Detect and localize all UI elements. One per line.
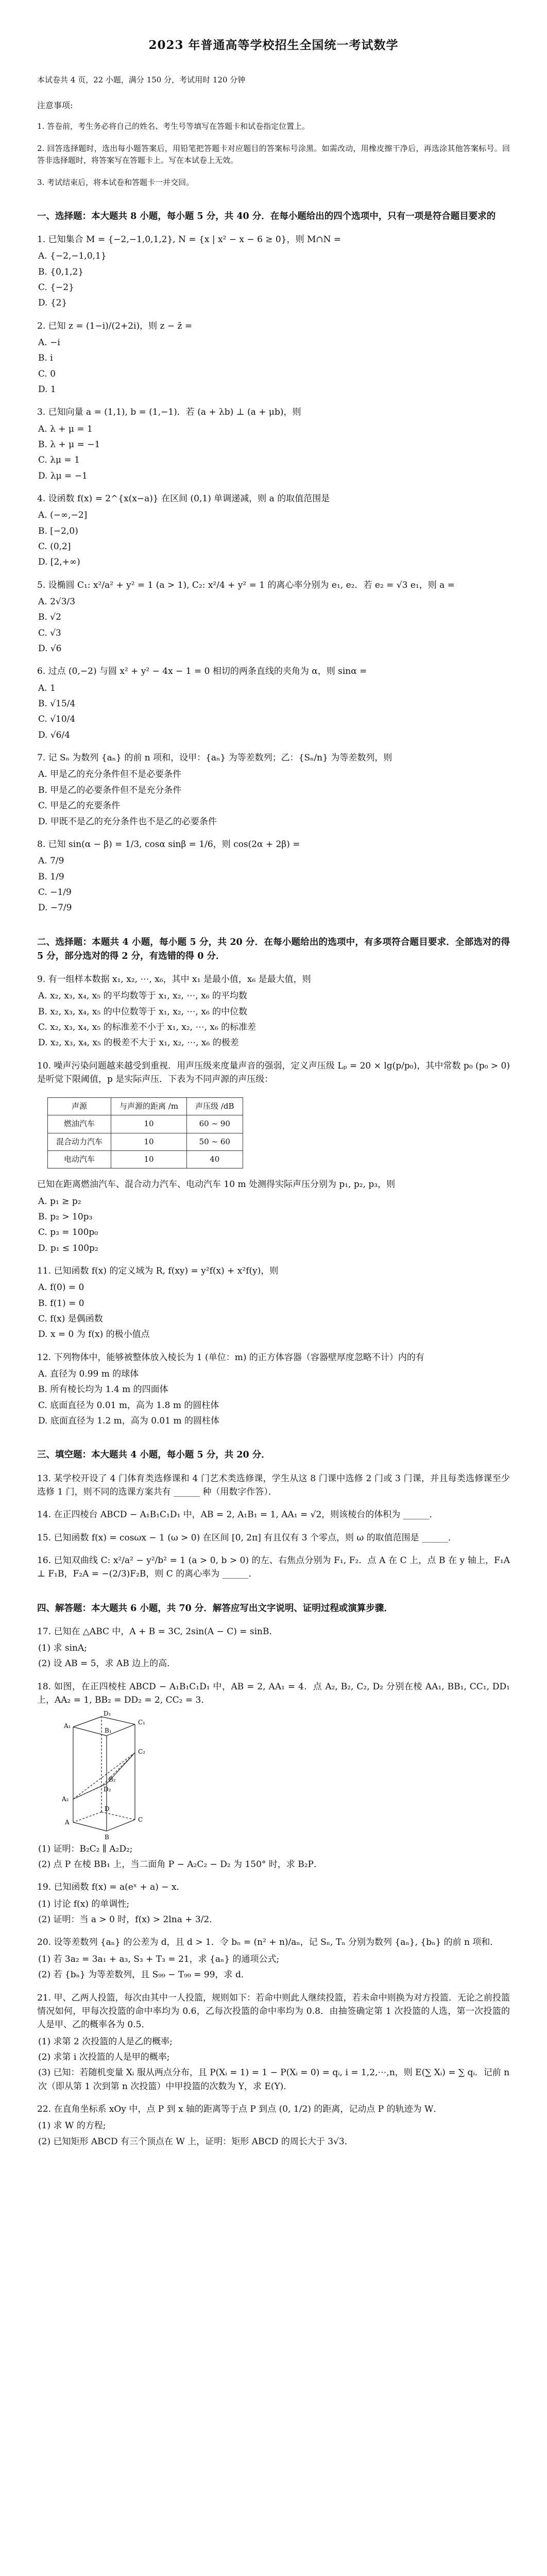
answer-option: B. 所有棱长均为 1.4 m 的四面体 (38, 1384, 168, 1395)
vertex-label: D (105, 1805, 110, 1813)
section-heading: 二、选择题：本题共 4 小题，每小题 5 分，共 20 分．在每小题给出的选项中，有多项符合题目要求．全部选对的得 5 分，部分选对的得 2 分，有选错的得 0 分． (37, 937, 510, 961)
answer-option: B. 1/9 (38, 871, 64, 882)
answer-option: D. 甲既不是乙的充分条件也不是乙的必要条件 (38, 816, 217, 827)
question-stem: 10. 噪声污染问题越来越受到重视．用声压级来度量声音的强弱，定义声压级 Lₚ = 20 × lg(p/p₀)，其中常数 p₀ (p₀ > 0) 是听觉下限阈值，p 是实际声压．下表为不同声源的声压级： (37, 1060, 510, 1084)
table-cell: 燃油汽车 (48, 1115, 111, 1133)
table-cell: 10 (111, 1133, 187, 1150)
answer-option: B. x₂, x₃, x₄, x₅ 的中位数等于 x₁, x₂, ⋯, x₆ 的中位数 (38, 1006, 248, 1017)
answer-option: D. x₂, x₃, x₄, x₅ 的极差不大于 x₁, x₂, ⋯, x₆ 的极差 (38, 1038, 239, 1048)
table-row (48, 1150, 243, 1168)
question-stem: 已知在距离燃油汽车、混合动力汽车、电动汽车 10 m 处测得实际声压分别为 p₁, p₂, p₃，则 (37, 1179, 396, 1190)
section-heading: 一、选择题：本大题共 8 小题，每小题 5 分，共 40 分．在每小题给出的四个选项中，只有一项是符合题目要求的 (37, 211, 496, 222)
question-stem: 2. 已知 z = (1−i)/(2+2i)，则 z − z̄ = (37, 320, 193, 331)
note-item: 3. 考试结束后，将本试卷和答题卡一并交回。 (37, 178, 194, 188)
question-stem: 1. 已知集合 M = {−2,−1,0,1,2}, N = {x | x² − x − 6 ≥ 0}，则 M∩N = (37, 234, 341, 245)
answer-option: A. 甲是乙的充分条件但不是必要条件 (38, 769, 182, 780)
table-row (48, 1133, 243, 1150)
answer-option: A. λ + μ = 1 (38, 423, 93, 434)
answer-option: C. x₂, x₃, x₄, x₅ 的标准差不小于 x₁, x₂, ⋯, x₆ 的标准差 (38, 1022, 257, 1032)
answer-option: (2) 证明：当 a > 0 时，f(x) > 2lna + 3/2． (38, 1914, 218, 1925)
question (37, 1991, 510, 2093)
answer-option: A. 1 (38, 683, 56, 693)
answer-option: (2) 已知矩形 ABCD 有三个顶点在 W 上，证明：矩形 ABCD 的周长大于 3√3． (38, 2136, 353, 2147)
question (37, 1625, 510, 1671)
edge (101, 1717, 135, 1724)
answer-option: D. √6 (38, 643, 62, 654)
answer-option: (1) 求第 2 次投篮的人是乙的概率; (38, 2036, 173, 2047)
answer-option: (3) 已知：若随机变量 Xᵢ 服从两点分布，且 P(Xᵢ = 1) = 1 − P(Xᵢ = 0) = qᵢ, i = 1,2,⋯,n，则 E(∑ Xᵢ) = ∑ qᵢ．记前 n 次（即从第 1 次到第 n 次投篮）中甲投篮的次数为 Y，求 E(Y)． (38, 2067, 510, 2092)
section-heading: 四、解答题：本大题共 6 小题，共 70 分．解答应写出文字说明、证明过程或演算步骤． (37, 1603, 393, 1614)
answer-option: D. x = 0 为 f(x) 的极小值点 (38, 1329, 150, 1340)
answer-option: D. p₁ ≤ 100p₂ (38, 1243, 98, 1253)
answer-option: (2) 点 P 在棱 BB₁ 上，当二面角 P − A₂C₂ − D₂ 为 150° 时，求 B₂P． (38, 1859, 322, 1870)
question-stem: 13. 某学校开设了 4 门体育类选修课和 4 门艺术类选修课，学生从这 8 门课中选修 2 门或 3 门课，并且每类选修课至少选修 1 门，则不同的选课方案共有 ______ 种（用数字作答）． (37, 1473, 510, 1497)
vertex-label: A (65, 1819, 70, 1826)
question (37, 838, 510, 915)
table-body (48, 1115, 243, 1168)
question-stem: 6. 过点 (0,−2) 与圆 x² + y² − 4x − 1 = 0 相切的两条直线的夹角为 α，则 sinα = (37, 666, 367, 677)
note-item: 2. 回答选择题时，选出每小题答案后，用铅笔把答题卡对应题目的答案标号涂黑。如需改动，用橡皮擦干净后，再选涂其他答案标号。回答非选择题时，将答案写在答题卡上。写在本试卷上无效。 (37, 143, 510, 165)
prism-figure (58, 1710, 510, 1841)
answer-option: C. 0 (38, 368, 56, 379)
question-stem: 14. 在正四棱台 ABCD − A₁B₁C₁D₁ 中，AB = 2, A₁B₁ = 1, AA₁ = √2，则该棱台的体积为 ______． (37, 1510, 438, 1520)
table-row (48, 1115, 243, 1133)
table-header-cell: 声源 (48, 1098, 111, 1115)
vertex-label: C₂ (138, 1748, 145, 1756)
answer-option: B. 甲是乙的必要条件但不是充分条件 (38, 785, 182, 795)
question-stem: 11. 已知函数 f(x) 的定义域为 R, f(xy) = y²f(x) + x²f(y)，则 (37, 1265, 279, 1276)
answer-option: B. √2 (38, 612, 61, 623)
exam-meta: 本试卷共 4 页，22 小题，满分 150 分，考试用时 120 分钟 (37, 75, 246, 84)
answer-option: C. λμ = 1 (38, 455, 80, 466)
question-stem: 9. 有一组样本数据 x₁, x₂, ⋯, x₆，其中 x₁ 是最小值，x₆ 是最大值，则 (37, 974, 311, 985)
question-stem: 17. 已知在 △ABC 中，A + B = 3C, 2sin(A − C) = sinB． (37, 1626, 278, 1637)
question (37, 1264, 510, 1342)
question-stem: 19. 已知函数 f(x) = a(eˣ + a) − x． (37, 1882, 185, 1893)
answer-option: B. f(1) = 0 (38, 1298, 84, 1309)
question (37, 1554, 510, 1581)
table-header-cell: 声压级 /dB (187, 1098, 243, 1115)
question (37, 319, 510, 397)
answer-option: B. p₂ > 10p₃ (38, 1211, 93, 1222)
answer-option: B. λ + μ = −1 (38, 439, 100, 450)
table-cell: 10 (111, 1150, 187, 1168)
answer-option: (1) 讨论 f(x) 的单调性; (38, 1899, 130, 1909)
question-stem: 18. 如图，在正四棱柱 ABCD − A₁B₁C₁D₁ 中，AB = 2, AA₁ = 4．点 A₂, B₂, C₂, D₂ 分别在棱 AA₁, BB₁, CC₁, DD₁ 上，AA₂ = 1, BB₂ = DD₂ = 2, CC₂ = 3． (37, 1681, 510, 1706)
question-stem: 22. 在直角坐标系 xOy 中，点 P 到 x 轴的距离等于点 P 到点 (0, 1/2) 的距离，记动点 P 的轨迹为 W． (37, 2104, 442, 2114)
answer-option: B. [−2,0) (38, 526, 78, 536)
question-stem: 4. 设函数 f(x) = 2^{x(x−a)} 在区间 (0,1) 单调递减，则 a 的取值范围是 (37, 493, 330, 504)
answer-option: A. 直径为 0.99 m 的球体 (38, 1369, 139, 1379)
table-header-cell: 与声源的距离 /m (111, 1098, 187, 1115)
answer-option: C. √10/4 (38, 714, 76, 725)
answer-option: D. [2,+∞) (38, 557, 80, 568)
answer-option: C. p₃ = 100p₀ (38, 1227, 98, 1238)
answer-option: C. 甲是乙的充要条件 (38, 801, 121, 811)
answer-option: D. √6/4 (38, 730, 71, 740)
question (37, 1472, 510, 1499)
question-stem: 12. 下列物体中，能够被整体放入棱长为 1 (单位：m) 的正方体容器（容器壁厚度忽略不计）内的有 (37, 1352, 424, 1363)
answer-option: A. f(0) = 0 (38, 1282, 84, 1293)
vertex-label: D₁ (104, 1710, 111, 1718)
vertex-label: A₂ (62, 1795, 69, 1803)
vertex-label: B₂ (109, 1776, 116, 1784)
answer-option: A. −i (38, 337, 60, 348)
edge (107, 1820, 135, 1831)
question (37, 1351, 510, 1428)
question (37, 1178, 510, 1255)
section-edge (73, 1786, 101, 1799)
answer-option: C. √3 (38, 628, 61, 638)
edge-hidden (73, 1812, 101, 1822)
question (37, 1508, 510, 1521)
table-cell: 40 (187, 1150, 243, 1168)
answer-option: C. −1/9 (38, 887, 72, 897)
answer-option: B. {0,1,2} (38, 266, 84, 277)
vertex-label: D₂ (104, 1786, 111, 1793)
table-cell: 50 ~ 60 (187, 1133, 243, 1150)
answer-option: (2) 设 AB = 5，求 AB 边上的高． (38, 1658, 176, 1669)
answer-option: (1) 求 sinA; (38, 1643, 88, 1654)
section-heading: 三、填空题：本大题共 4 小题，每小题 5 分，共 20 分． (37, 1450, 270, 1461)
answer-option: D. λμ = −1 (38, 470, 88, 481)
question (37, 973, 510, 1050)
table-cell: 混合动力汽车 (48, 1133, 111, 1150)
notes-heading: 注意事项: (37, 100, 73, 110)
question-section (37, 936, 510, 1428)
answer-option: (1) 求 W 的方程; (38, 2121, 106, 2131)
answer-option: B. √15/4 (38, 699, 76, 709)
question (37, 233, 510, 310)
question (37, 1680, 510, 1872)
question (37, 1936, 510, 1981)
noise-level-table (47, 1097, 243, 1168)
question-stem: 20. 设等差数列 {aₙ} 的公差为 d，且 d > 1．令 bₙ = (n² + n)/aₙ，记 Sₙ, Tₙ 分别为数列 {aₙ}, {bₙ} 的前 n 项和． (37, 1937, 499, 1948)
edge (73, 1822, 107, 1831)
answer-option: A. 2√3/3 (38, 597, 76, 607)
table-header-row (48, 1098, 243, 1115)
question-stem: 5. 设椭圆 C₁: x²/a² + y² = 1 (a > 1), C₂: x²/4 + y² = 1 的离心率分别为 e₁, e₂．若 e₂ = √3 e₁，则 a = (37, 580, 455, 590)
edge (73, 1717, 101, 1727)
question-stem: 15. 已知函数 f(x) = cosωx − 1 (ω > 0) 在区间 [0, 2π] 有且仅有 3 个零点，则 ω 的取值范围是 ______． (37, 1532, 457, 1543)
question-stem: 8. 已知 sin(α − β) = 1/3, cosα sinβ = 1/6，则 cos(2α + 2β) = (37, 839, 300, 850)
vertex-label: A₁ (64, 1722, 71, 1730)
question (37, 1531, 510, 1545)
question (37, 579, 510, 656)
answer-option: A. (−∞,−2] (38, 510, 88, 521)
answer-option: (1) 若 3a₂ = 3a₁ + a₃, S₃ + T₃ = 21，求 {aₙ} 的通项公式; (38, 1954, 280, 1964)
answer-option: C. (0,2] (38, 541, 71, 552)
answer-option: A. 7/9 (38, 856, 64, 867)
answer-option: C. {−2} (38, 282, 74, 293)
answer-option: D. 底面直径为 1.2 m，高为 0.01 m 的圆柱体 (38, 1416, 219, 1427)
question-stem: 16. 已知双曲线 C: x²/a² − y²/b² = 1 (a > 0, b > 0) 的左、右焦点分别为 F₁, F₂．点 A 在 C 上，点 B 在 y 轴上，F₁A ⊥ F₁B，F₂A = −(2/3)F₂B，则 C 的离心率为 ______． (37, 1555, 510, 1580)
question (37, 665, 510, 742)
question-stem: 3. 已知向量 a = (1,1), b = (1,−1)．若 (a + λb) ⊥ (a + μb)，则 (37, 407, 301, 418)
answer-option: C. f(x) 是偶函数 (38, 1313, 103, 1324)
answer-option: A. p₁ ≥ p₂ (38, 1196, 81, 1207)
question (37, 492, 510, 569)
answer-option: A. {−2,−1,0,1} (38, 251, 107, 262)
vertex-label: B₁ (105, 1727, 112, 1735)
question-section (37, 1448, 510, 1581)
answer-option: (1) 证明：B₂C₂ ∥ A₂D₂; (38, 1843, 133, 1854)
vertex-label: C (138, 1816, 143, 1824)
exam-title: 2023 年普通高等学校招生全国统一考试数学 (148, 38, 399, 52)
question (37, 1880, 510, 1926)
exam-sections (37, 210, 510, 2148)
answer-option: (2) 求第 i 次投篮的人是甲的概率; (38, 2052, 170, 2062)
prism-diagram (58, 1710, 156, 1841)
question-stem: 21. 甲、乙两人投篮，每次由其中一人投篮，规则如下：若命中则此人继续投篮，若未命中则换为对方投篮．无论之前投篮情况如何，甲每次投篮的命中率均为 0.6，乙每次投篮的命中率均为 0.8．由抽签确定第 1 次投篮的人选，第一次投篮的人是甲、乙的概率各为 0.5． (37, 1992, 510, 2030)
table-cell: 60 ~ 90 (187, 1115, 243, 1133)
question (37, 751, 510, 828)
note-item: 1. 答卷前，考生务必将自己的姓名、考生号等填写在答题卡和试卷指定位置上。 (37, 121, 310, 131)
question (37, 1059, 510, 1169)
question-stem: 7. 记 Sₙ 为数列 {aₙ} 的前 n 项和，设甲：{aₙ} 为等差数列；乙：{Sₙ/n} 为等差数列，则 (37, 753, 392, 764)
answer-option: B. i (38, 353, 53, 364)
question (37, 2103, 510, 2148)
answer-option: (2) 若 {bₙ} 为等差数列，且 S₉₉ − T₉₉ = 99，求 d． (38, 1970, 250, 1980)
table-cell: 10 (111, 1115, 187, 1133)
answer-option: D. 1 (38, 384, 56, 395)
answer-option: D. −7/9 (38, 903, 72, 913)
answer-option: C. 底面直径为 0.01 m，高为 1.8 m 的圆柱体 (38, 1400, 219, 1411)
question-section (37, 1602, 510, 2148)
answer-option: D. {2} (38, 298, 67, 309)
table-cell: 电动汽车 (48, 1150, 111, 1168)
question (37, 405, 510, 483)
vertex-label: C₁ (138, 1719, 145, 1726)
vertex-label: B (105, 1834, 109, 1841)
answer-option: A. x₂, x₃, x₄, x₅ 的平均数等于 x₁, x₂, ⋯, x₆ 的平均数 (38, 991, 247, 1002)
question-section (37, 210, 510, 915)
